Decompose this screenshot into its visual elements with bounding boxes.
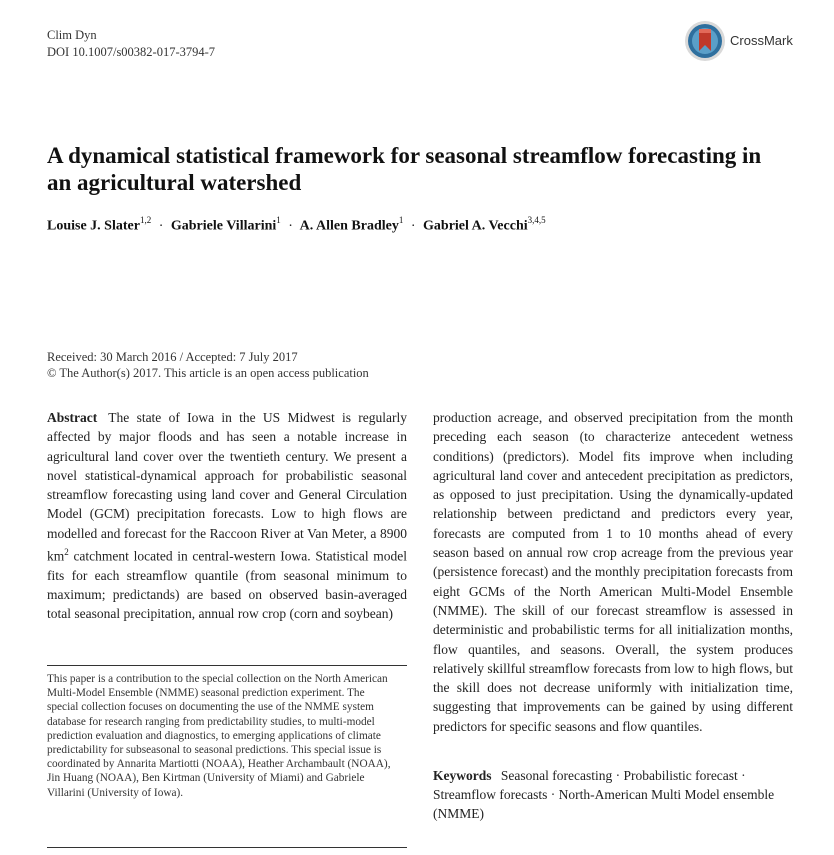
crossmark-icon [684, 20, 726, 62]
author-name: Louise J. Slater [47, 218, 140, 234]
abstract-text: The state of Iowa in the US Midwest is regularly affected by major floods and has seen a notable increase in agricultural land cover over the twentieth century. We present a novel statistical-dynamical approach for probabilistic seasonal streamflow forecasting using land cover and General Circulation Model (GCM) precipitation forecasts. Low to high flows are modelled and forecast for the Raccoon River at Van Meter, a 8900 km [47, 410, 407, 564]
author-name: Gabriele Villarini [170, 218, 277, 234]
keywords [433, 766, 793, 823]
doi-link[interactable]: DOI 10.1007/s00382-017-3794-7 [47, 45, 216, 59]
journal-name: Clim Dyn [47, 28, 97, 42]
bottom-divider [47, 847, 407, 848]
abstract-text: catchment located in central-western Iowa. Statistical model fits for each streamflow quantile (from seasonal minimum to maximum; predictands) are based on observed basin-averaged total seasonal precipitation, annual row crop (corn and soybean) [47, 548, 407, 622]
footnote: This paper is a contribution to the special collection on the North American Multi-Model Ensemble (NMME) seasonal prediction experiment. The special collection focuses on documenting the use of the NMME system database for research ranging from predictability studies, to multi-model prediction evaluation and diagnostics, to emerging applications of climate predictability for subseasonal to seasonal predictions. This special issue is coordinated by Annarita Martiotti (NOAA), Heather Archambault (NOAA), Jin Huang (NOAA), Ben Kirtman (University of Miami) and Gabriele Villarini (University of Iowa). [47, 673, 391, 799]
abstract-right-column [433, 408, 793, 736]
abstract-label: Abstract [47, 410, 98, 425]
copyright-notice: © The Author(s) 2017. This article is an open access publication [47, 366, 369, 380]
received-accepted: Received: 30 March 2016 / Accepted: 7 July 2017 [47, 350, 298, 364]
keywords-label: Keywords [433, 768, 492, 783]
publication-dates [47, 349, 369, 381]
author-separator: · [158, 218, 164, 234]
abstract-superscript: 2 [64, 547, 69, 558]
author-name: Gabriel A. Vecchi [423, 218, 528, 234]
footnote-divider [47, 665, 407, 666]
author-affiliation: 1 [276, 215, 281, 225]
journal-header [47, 27, 215, 61]
keywords-text: Seasonal forecasting · Probabilistic forecast · Streamflow forecasts · North-American Multi Model ensemble (NMME) [433, 768, 775, 821]
author-separator: · [288, 218, 293, 234]
crossmark-badge[interactable] [684, 18, 804, 64]
author-affiliation: 3,4,5 [527, 215, 546, 225]
author-affiliation: 1,2 [139, 215, 152, 225]
author-affiliation: 1 [398, 215, 404, 225]
abstract-text-continued: production acreage, and observed precipitation from the month preceding each season (to characterize antecedent wetness conditions) (predictors). Model fits improve when including agricultural land cover and antecedent precipitation as predictors, as opposed to just precipitation. Using the dynamically-updated relationship between predictand and predictors every year, forecasts are computed from 1 to 10 months ahead of every season based on annual row crop acreage from the previous year (persistence forecast) and the monthly precipitation forecasts from eight GCMs of the North American Multi-Model Ensemble (NMME). The skill of our forecast streamflow is assessed in deterministic and probabilistic terms for all initialization months, flow quantiles, and seasons. Overall, the system produces relatively skillful streamflow forecasts from low to high flows, but the skill does not decrease uniformly with initialization time, suggesting that improvements can be gained by using different predictors for specific seasons and flow quantiles. [433, 410, 793, 734]
paper-title: A dynamical statistical framework for seasonal streamflow forecasting in an agricultural watershed [47, 143, 762, 195]
author-list [47, 216, 546, 235]
crossmark-label: CrossMark [730, 33, 793, 48]
author-separator: · [410, 218, 416, 234]
author-name: A. Allen Bradley [299, 218, 399, 234]
abstract-left-column [47, 408, 407, 624]
